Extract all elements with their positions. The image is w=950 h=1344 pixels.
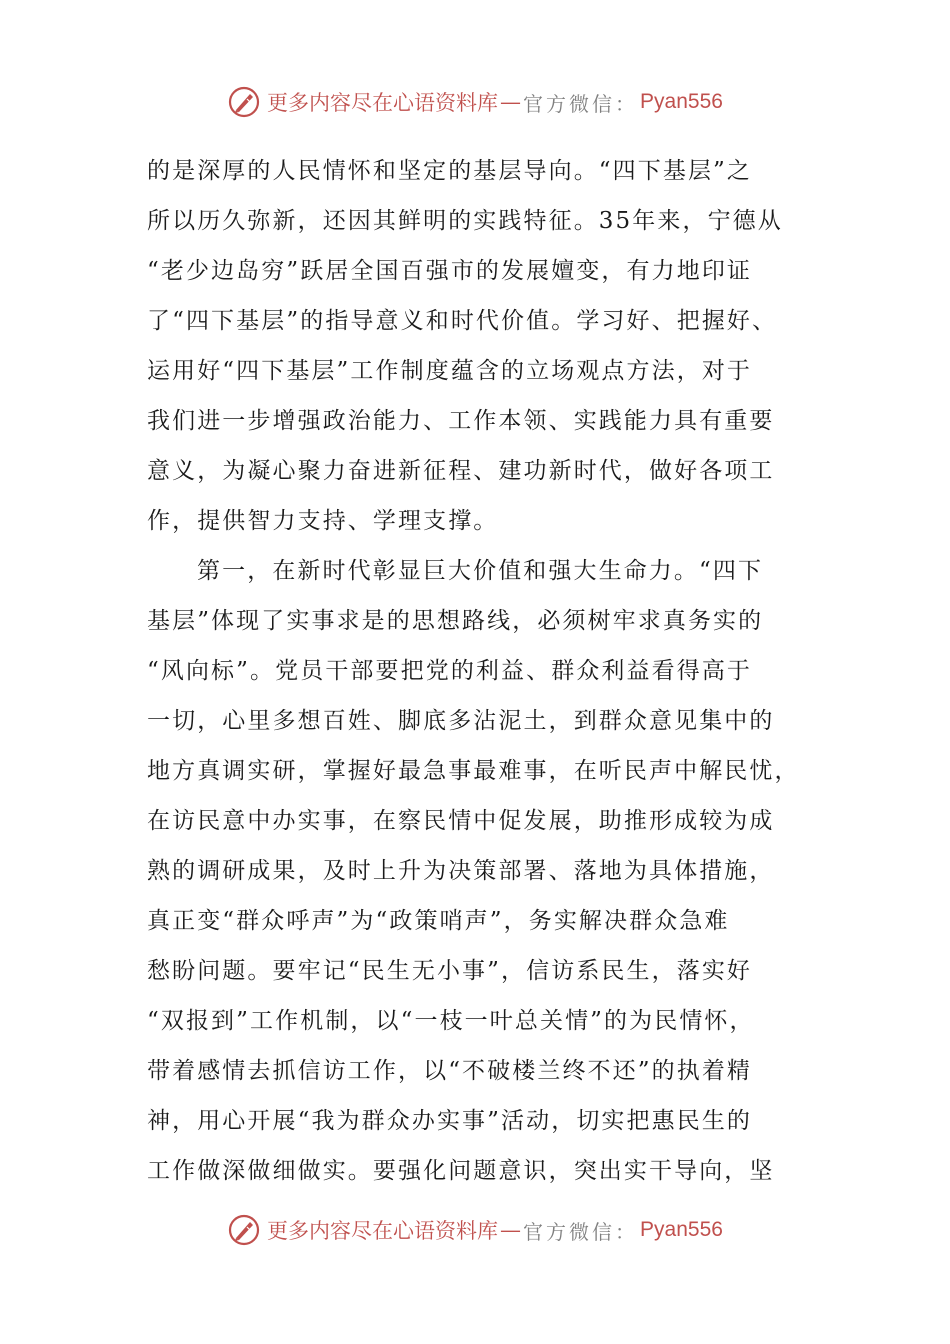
banner-official-label: 官方微信： bbox=[523, 1219, 639, 1244]
banner-brand: 更多内容尽在心语资料库 bbox=[267, 91, 499, 115]
banner-brand: 更多内容尽在心语资料库 bbox=[267, 1219, 499, 1243]
text-line: 一切，心里多想百姓、脚底多沾泥土，到群众意见集中的 bbox=[147, 708, 775, 734]
text-line: “老少边岛穷”跃居全国百强市的发展嬗变，有力地印证 bbox=[147, 258, 753, 284]
banner-wechat-id: Pyan556 bbox=[640, 1218, 723, 1241]
text-line: 真正变“群众呼声”为“政策哨声”，务实解决群众急难 bbox=[147, 908, 730, 934]
text-line: 愁盼问题。要牢记“民生无小事”，信访系民生，落实好 bbox=[147, 958, 753, 984]
text-line: 意义，为凝心聚力奋进新征程、建功新时代，做好各项工 bbox=[147, 458, 775, 484]
text-line: 地方真调实研，掌握好最急事最难事，在听民声中解民忧， bbox=[147, 758, 800, 784]
banner-dash: — bbox=[500, 1218, 522, 1242]
banner-dash: — bbox=[500, 90, 522, 114]
text-line: 作，提供智力支持、学理支撑。 bbox=[147, 508, 499, 534]
text-line: 了“四下基层”的指导意义和时代价值。学习好、把握好、 bbox=[147, 308, 778, 334]
text-line: 在访民意中办实事，在察民情中促发展，助推形成较为成 bbox=[147, 808, 775, 834]
header-banner bbox=[0, 80, 950, 124]
document-body bbox=[147, 146, 807, 1196]
text-line: 熟的调研成果，及时上升为决策部署、落地为具体措施， bbox=[147, 858, 775, 884]
text-line: “风向标”。党员干部要把党的利益、群众利益看得高于 bbox=[147, 658, 753, 684]
text-line: “双报到”工作机制，以“一枝一叶总关情”的为民情怀， bbox=[147, 1008, 755, 1034]
paragraph-start-line: 第一，在新时代彰显巨大价值和强大生命力。“四下 bbox=[197, 558, 764, 584]
quill-logo-icon bbox=[227, 1213, 261, 1247]
footer-banner bbox=[0, 1208, 950, 1252]
quill-logo-icon bbox=[227, 85, 261, 119]
text-line: 基层”体现了实事求是的思想路线，必须树牢求真务实的 bbox=[147, 608, 764, 634]
text-line: 运用好“四下基层”工作制度蕴含的立场观点方法，对于 bbox=[147, 358, 753, 384]
banner-official-label: 官方微信： bbox=[523, 91, 639, 116]
text-line: 工作做深做细做实。要强化问题意识，突出实干导向，坚 bbox=[147, 1158, 775, 1184]
banner-wechat-id: Pyan556 bbox=[640, 90, 723, 113]
text-line: 神，用心开展“我为群众办实事”活动，切实把惠民生的 bbox=[147, 1108, 753, 1134]
text-line: 的是深厚的人民情怀和坚定的基层导向。“四下基层”之 bbox=[147, 158, 753, 184]
text-line: 带着感情去抓信访工作，以“不破楼兰终不还”的执着精 bbox=[147, 1058, 753, 1084]
text-line: 所以历久弥新，还因其鲜明的实践特征。35年来，宁德从 bbox=[147, 208, 783, 234]
text-line: 我们进一步增强政治能力、工作本领、实践能力具有重要 bbox=[147, 408, 775, 434]
